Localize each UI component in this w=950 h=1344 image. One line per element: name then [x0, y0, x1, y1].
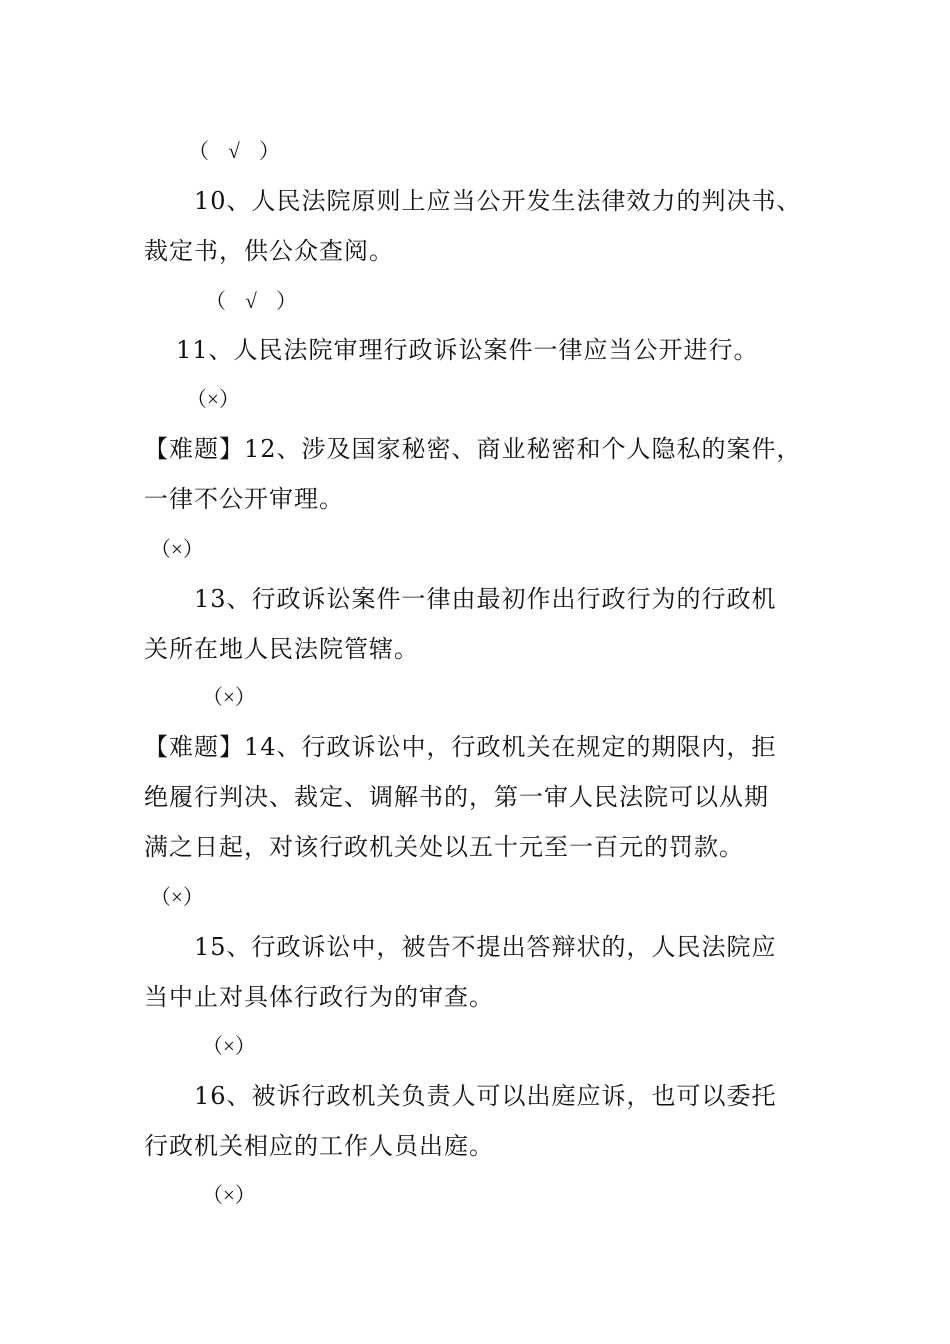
question-12-line-2: 一律不公开审理。	[144, 485, 344, 513]
answer-close-paren: ）	[276, 289, 298, 313]
answer-mark-q16: （×）	[202, 1183, 256, 1207]
question-15-line-1: 15、行政诉讼中，被告不提出答辩状的，人民法院应	[194, 933, 777, 961]
question-16-line-1: 16、被诉行政机关负责人可以出庭应诉，也可以委托	[194, 1082, 777, 1110]
question-15-line-2: 当中止对具体行政行为的审查。	[144, 983, 494, 1011]
question-16-line-2: 行政机关相应的工作人员出庭。	[144, 1132, 494, 1160]
check-mark-icon: √	[228, 139, 240, 163]
question-10-line-1: 10、人民法院原则上应当公开发生法律效力的判决书、	[194, 187, 802, 215]
question-14-line-1: 【难题】14、行政诉讼中，行政机关在规定的期限内，拒	[144, 733, 777, 761]
answer-mark-q10	[205, 286, 297, 316]
question-12-line-1: 【难题】12、涉及国家秘密、商业秘密和个人隐私的案件，	[144, 435, 802, 463]
answer-mark-q11: （×）	[186, 387, 240, 411]
answer-mark-q14: （×）	[150, 885, 204, 909]
question-10-line-2: 裁定书，供公众查阅。	[144, 237, 394, 265]
answer-open-paren: （	[205, 289, 226, 313]
question-11-line-1: 11、人民法院审理行政诉讼案件一律应当公开进行。	[176, 336, 759, 364]
answer-mark-q15: （×）	[202, 1034, 256, 1058]
question-13-line-2: 关所在地人民法院管辖。	[144, 635, 419, 663]
answer-mark-q12: （×）	[150, 537, 204, 561]
question-14-line-2: 绝履行判决、裁定、调解书的，第一审人民法院可以从期	[144, 783, 769, 811]
check-mark-icon: √	[245, 289, 257, 313]
answer-mark-q9	[188, 136, 280, 166]
answer-open-paren: （	[188, 139, 209, 163]
question-13-line-1: 13、行政诉讼案件一律由最初作出行政行为的行政机	[194, 585, 777, 613]
answer-close-paren: ）	[259, 139, 281, 163]
question-14-line-3: 满之日起，对该行政机关处以五十元至一百元的罚款。	[144, 833, 744, 861]
answer-mark-q13: （×）	[202, 685, 256, 709]
